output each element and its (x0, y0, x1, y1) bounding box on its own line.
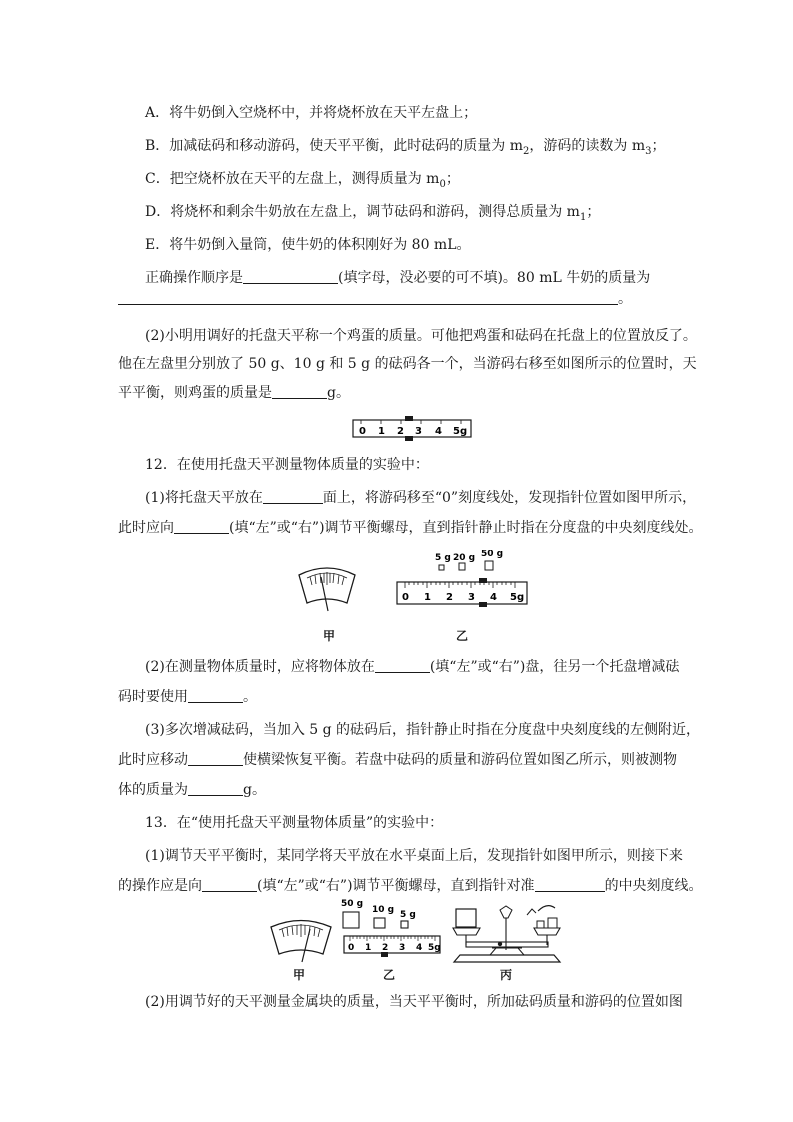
weight-label: 10 g (372, 905, 395, 915)
tick-label: 2 (397, 426, 404, 437)
caption-yi: 乙 (383, 968, 396, 982)
q12-title: 12．在使用托盘天平测量物体质量的实验中： (145, 457, 429, 473)
q12-p3-line3: 体的质量为 g。 (118, 782, 266, 798)
option-e: E．将牛奶倒入量筒，使牛奶的体积刚好为 80 mL。 (145, 237, 471, 253)
q12-p1-line1: (1)将托盘天平放在 面上，将游码移至“0”刻度线处，发现指针位置如图甲所示， (145, 490, 697, 506)
answer-blank (202, 877, 257, 892)
weights-and-scale-figure-yi (395, 550, 531, 608)
answer-blank (535, 877, 605, 892)
tweezers (527, 909, 536, 915)
q13-p1-line2: 的操作应是向 (填“左”或“右”)调节平衡螺母，直到指针对准 的中央刻度线。 (118, 878, 703, 894)
answer-blank (243, 269, 338, 284)
q12-p1-line2: 此时应向 (填“左”或“右”)调节平衡螺母，直到指针静止时指在分度盘的中央刻度线处。 (118, 520, 703, 536)
tick-label: 1 (424, 592, 431, 603)
object-box (456, 909, 476, 927)
answer-blank (272, 384, 327, 399)
tick-label: 4 (416, 943, 423, 953)
weight-10g (374, 918, 385, 928)
caption-bing: 丙 (500, 968, 513, 982)
rider-bottom (405, 436, 413, 441)
caption-jia: 甲 (323, 629, 336, 643)
tick-label: 3 (399, 943, 406, 953)
tick-label: 4 (490, 592, 497, 603)
hand (538, 906, 555, 911)
tick-label: 5g (428, 943, 441, 953)
option-d: D．将烧杯和剩余牛奶放在左盘上，调节砝码和游码，测得总质量为 $m_1$； (145, 204, 601, 223)
q13-title: 13．在“使用托盘天平测量物体质量”的实验中： (145, 815, 444, 831)
weight-label: 20 g (453, 553, 476, 563)
q12-p3-line1: (3)多次增减砝码，当加入 5 g 的砝码后，指针静止时指在分度盘中央刻度线的左侧附近， (145, 722, 701, 738)
tick-label: 2 (446, 592, 453, 603)
tick-label: 0 (402, 592, 409, 603)
q11-p2-line3: 平平衡，则鸡蛋的质量是 g。 (118, 385, 350, 401)
tick-label: 3 (468, 592, 475, 603)
weight-5g (401, 921, 408, 928)
tick-label: 1 (378, 426, 385, 437)
tick-label: 1 (365, 943, 372, 953)
q11-p2-line2: 他在左盘里分别放了 50 g、10 g 和 5 g 的砝码各一个，当游码右移至如图所示的位置时，天 (118, 356, 697, 372)
order-question: 正确操作顺序是 (填字母，没必要的可不填)。80 mL 牛奶的质量为 (145, 270, 651, 286)
left-pan (453, 928, 480, 935)
balance-figure-bing (452, 902, 564, 966)
weight-label: 50 g (341, 899, 364, 909)
q12-p2-line1: (2)在测量物体质量时，应将物体放在 (填“左”或“右”)盘，往另一个托盘增减砝 (145, 659, 680, 675)
rider-top (479, 578, 487, 583)
weight-label: 5 g (435, 553, 451, 563)
weight-20g (459, 563, 465, 570)
q12-p3-line2: 此时应移动 使横梁恢复平衡。若盘中砝码的质量和游码位置如图乙所示，则被测物 (118, 752, 677, 768)
answer-blank (188, 781, 243, 796)
weight-small (537, 921, 544, 928)
rider-bottom (479, 602, 487, 607)
caption-jia: 甲 (293, 968, 306, 982)
weight-50g (485, 561, 493, 570)
weight-label: 5 g (400, 910, 416, 920)
option-a: A．将牛奶倒入空烧杯中，并将烧杯放在天平左盘上； (145, 105, 478, 121)
answer-blank (188, 688, 243, 703)
weight-5g (439, 565, 444, 570)
tick-label: 5g (453, 426, 468, 437)
answer-blank (174, 519, 229, 534)
tick-label: 5g (510, 592, 525, 603)
tick-label: 0 (348, 943, 355, 953)
caption-yi: 乙 (456, 629, 469, 643)
answer-blank (375, 658, 430, 673)
pointer-dial-figure-jia (296, 563, 358, 613)
q13-p1-line1: (1)调节天平平衡时，某同学将天平放在水平桌面上后，发现指针如图甲所示，则接下来 (145, 848, 683, 864)
option-b: B．加减砝码和移动游码，使天平平衡，此时砝码的质量为 $m_2$，游码的读数为 $m_3$； (145, 138, 666, 157)
base (454, 955, 560, 962)
q11-p2-line1: (2)小明用调好的托盘天平称一个鸡蛋的质量。可他把鸡蛋和砝码在托盘上的位置放反了。 (145, 328, 697, 344)
pointer-dial-figure-jia (268, 916, 334, 964)
mass-answer-line: 。 (118, 290, 632, 308)
q13-p2-line1: (2)用调节好的天平测量金属块的质量，当天平平衡时，所加砝码质量和游码的位置如图 (145, 994, 683, 1010)
weights-and-scale-figure-yi (338, 896, 444, 964)
right-pan (534, 928, 560, 935)
pointer-needle (302, 929, 310, 962)
q12-p2-line2: 码时要使用 。 (118, 689, 257, 705)
option-c: C．把空烧杯放在天平的左盘上，测得质量为 $m_0$； (145, 171, 460, 190)
weight-large (548, 918, 557, 928)
beam (466, 942, 548, 947)
tick-label: 4 (435, 426, 442, 437)
tick-label: 3 (415, 426, 422, 437)
tick-label: 2 (382, 943, 389, 953)
answer-blank (188, 751, 243, 766)
answer-blank (118, 290, 618, 305)
answer-blank (263, 489, 323, 504)
weight-50g (343, 912, 359, 928)
weight-label: 50 g (481, 550, 504, 559)
rider-top (405, 416, 413, 421)
tick-label: 0 (359, 426, 366, 437)
rider-scale-figure (352, 415, 474, 443)
